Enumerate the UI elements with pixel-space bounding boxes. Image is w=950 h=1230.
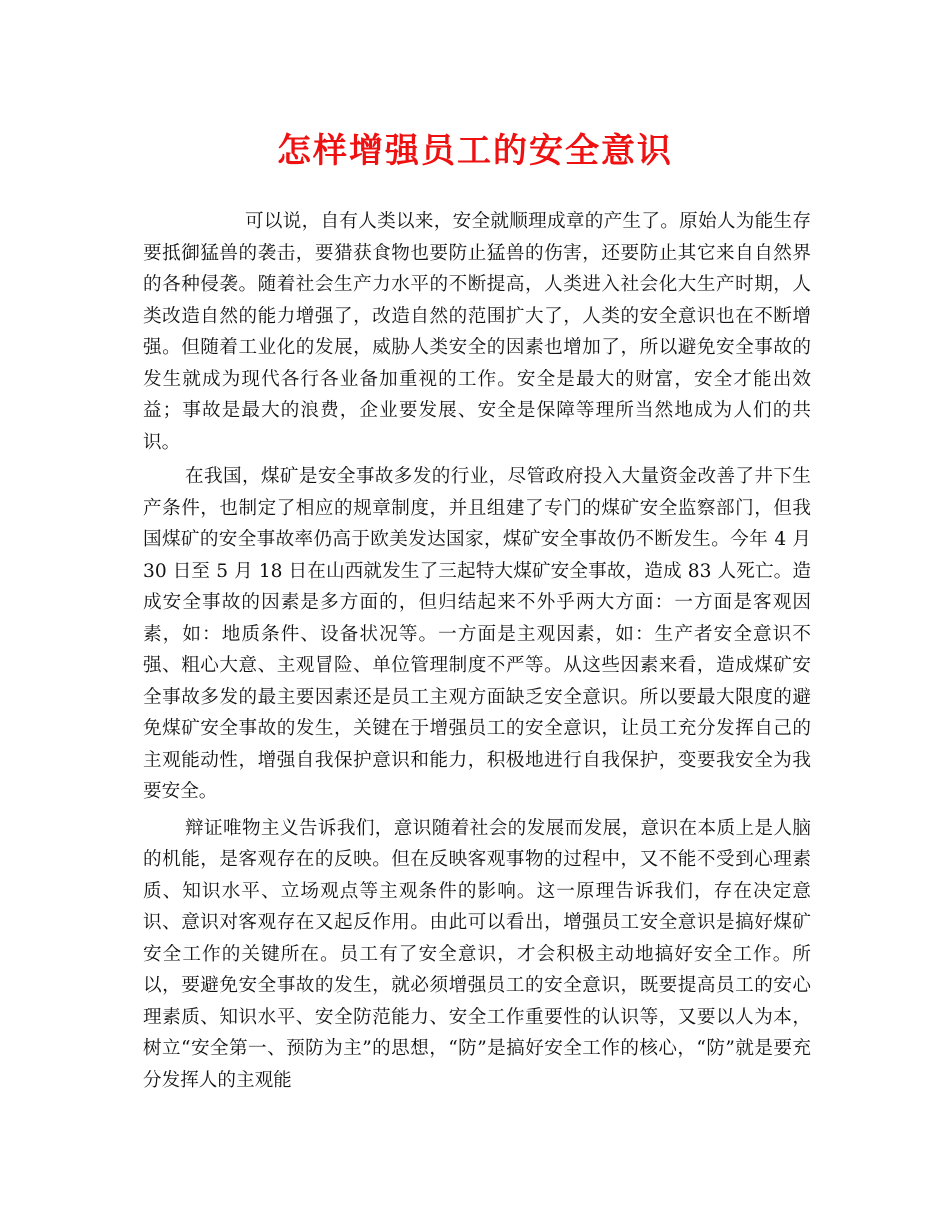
paragraph-intro: 可以说，自有人类以来，安全就顺理成章的产生了。原始人为能生存要抵御猛兽的袭击，要猎获食物也要防止猛兽的伤害，还要防止其它来自自然界的各种侵袭。随着社会生产力水平的不断提高，人类进入社会化大生产时期，人类改造自然的能力增强了，改造自然的范围扩大了，人类的安全意识也在不断增强。但随着工业化的发展，威胁人类安全的因素也增加了，所以避免安全事故的发生就成为现代各行各业备加重视的工作。安全是最大的财富，安全才能出效益；事故是最大的浪费，企业要发展、安全是保障等理所当然地成为人们的共识。 xyxy=(143,211,811,453)
paragraph-dialectics: 辩证唯物主义告诉我们，意识随着社会的发展而发展，意识在本质上是人脑的机能，是客观存在的反映。但在反映客观事物的过程中，又不能不受到心理素质、知识水平、立场观点等主观条件的影响。这一原理告诉我们，存在决定意识、意识对客观存在又起反作用。由此可以看出，增强员工安全意识是搞好煤矿安全工作的关键所在。员工有了安全意识，才会积极主动地搞好安全工作。所以，要避免安全事故的发生，就必须增强员工的安全意识，既要提高员工的安心理素质、知识水平、安全防范能力、安全工作重要性的认识等，又要以人为本，树立“安全第一、预防为主”的思想，“防”是搞好安全工作的核心，“防”就是要充分发挥人的主观能 xyxy=(143,817,811,1091)
document-body xyxy=(143,206,811,1096)
document-title: 怎样增强员工的安全意识 xyxy=(277,131,673,171)
paragraph-coal-mine: 在我国，煤矿是安全事故多发的行业，尽管政府投入大量资金改善了井下生产条件，也制定了相应的规章制度，并且组建了专门的煤矿安全监察部门，但我国煤矿的安全事故率仍高于欧美发达国家，煤矿安全事故仍不断发生。今年 4 月 30 日至 5 月 18 日在山西就发生了三起特大煤矿安全事故，造成 83 人死亡。造成安全事故的因素是多方面的，但归结起来不外乎两大方面：一方面是客观因素，如：地质条件、设备状况等。一方面是主观因素，如：生产者安全意识不强、粗心大意、主观冒险、单位管理制度不严等。从这些因素来看，造成煤矿安全事故多发的最主要因素还是员工主观方面缺乏安全意识。所以要最大限度的避免煤矿安全事故的发生，关键在于增强员工的安全意识，让员工充分发挥自己的主观能动性，增强自我保护意识和能力，积极地进行自我保护，变要我安全为我要安全。 xyxy=(143,466,811,802)
